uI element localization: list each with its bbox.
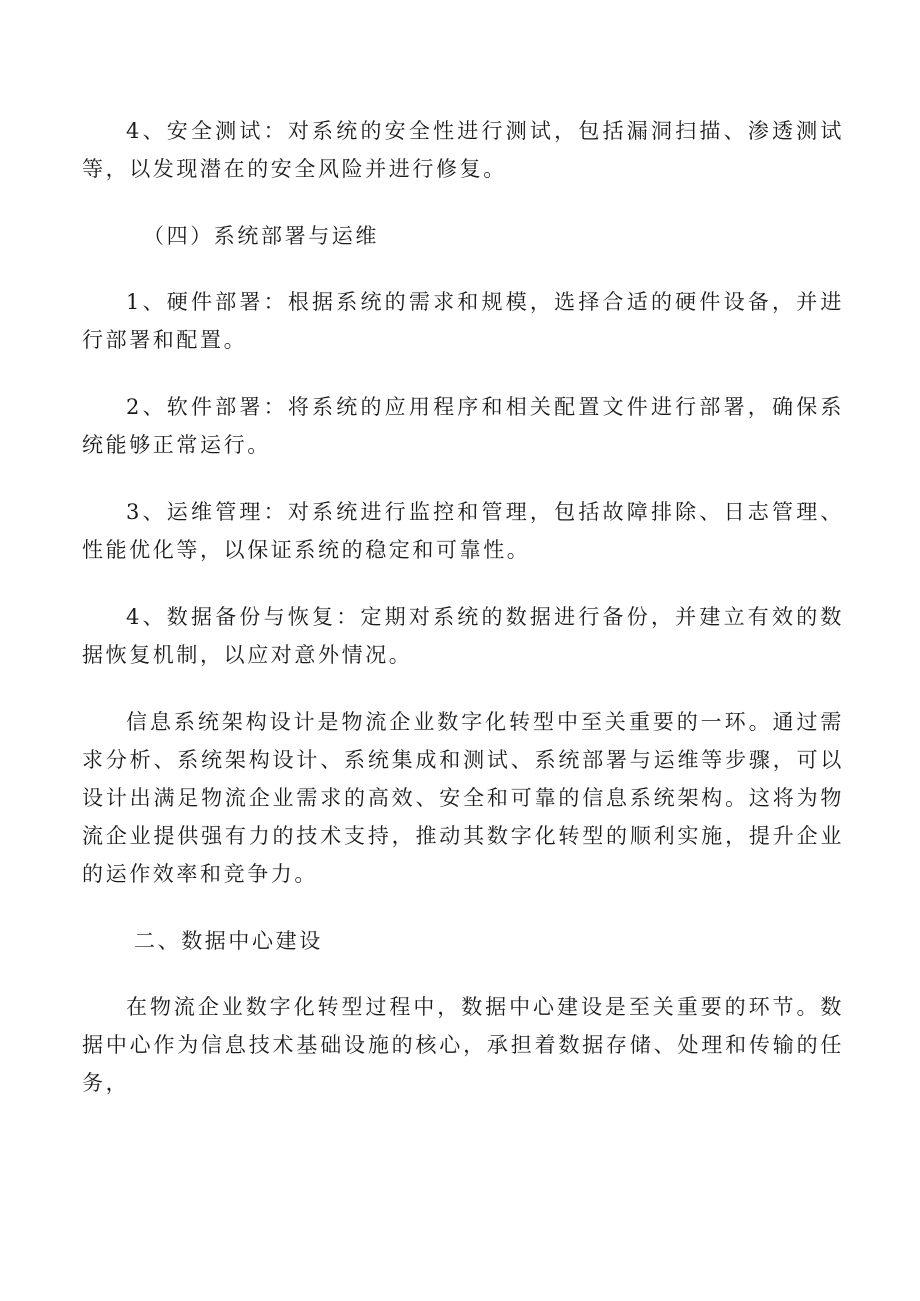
paragraph-data-backup: 4、数据备份与恢复：定期对系统的数据进行备份，并建立有效的数据恢复机制，以应对意外情况。 [82, 605, 844, 667]
paragraph-hardware-deployment: 1、硬件部署：根据系统的需求和规模，选择合适的硬件设备，并进行部署和配置。 [82, 290, 844, 352]
document-body [82, 112, 844, 1131]
paragraph-operations-management: 3、运维管理：对系统进行监控和管理，包括故障排除、日志管理、性能优化等，以保证系统的稳定和可靠性。 [82, 500, 844, 562]
paragraph-architecture-summary: 信息系统架构设计是物流企业数字化转型中至关重要的一环。通过需求分析、系统架构设计、系统集成和测试、系统部署与运维等步骤，可以设计出满足物流企业需求的高效、安全和可靠的信息系统架构。这将为物流企业提供强有力的技术支持，推动其数字化转型的顺利实施，提升企业的运作效率和竞争力。 [82, 710, 844, 886]
paragraph-security-testing: 4、安全测试：对系统的安全性进行测试，包括漏洞扫描、渗透测试等，以发现潜在的安全风险并进行修复。 [82, 119, 844, 181]
paragraph-data-center-intro: 在物流企业数字化转型过程中，数据中心建设是至关重要的环节。数据中心作为信息技术基础设施的核心，承担着数据存储、处理和传输的任务， [82, 995, 844, 1095]
heading-deployment-operations: （四）系统部署与运维 [143, 224, 379, 248]
paragraph-software-deployment: 2、软件部署：将系统的应用程序和相关配置文件进行部署，确保系统能够正常运行。 [82, 395, 844, 457]
heading-data-center: 二、数据中心建设 [134, 929, 323, 953]
